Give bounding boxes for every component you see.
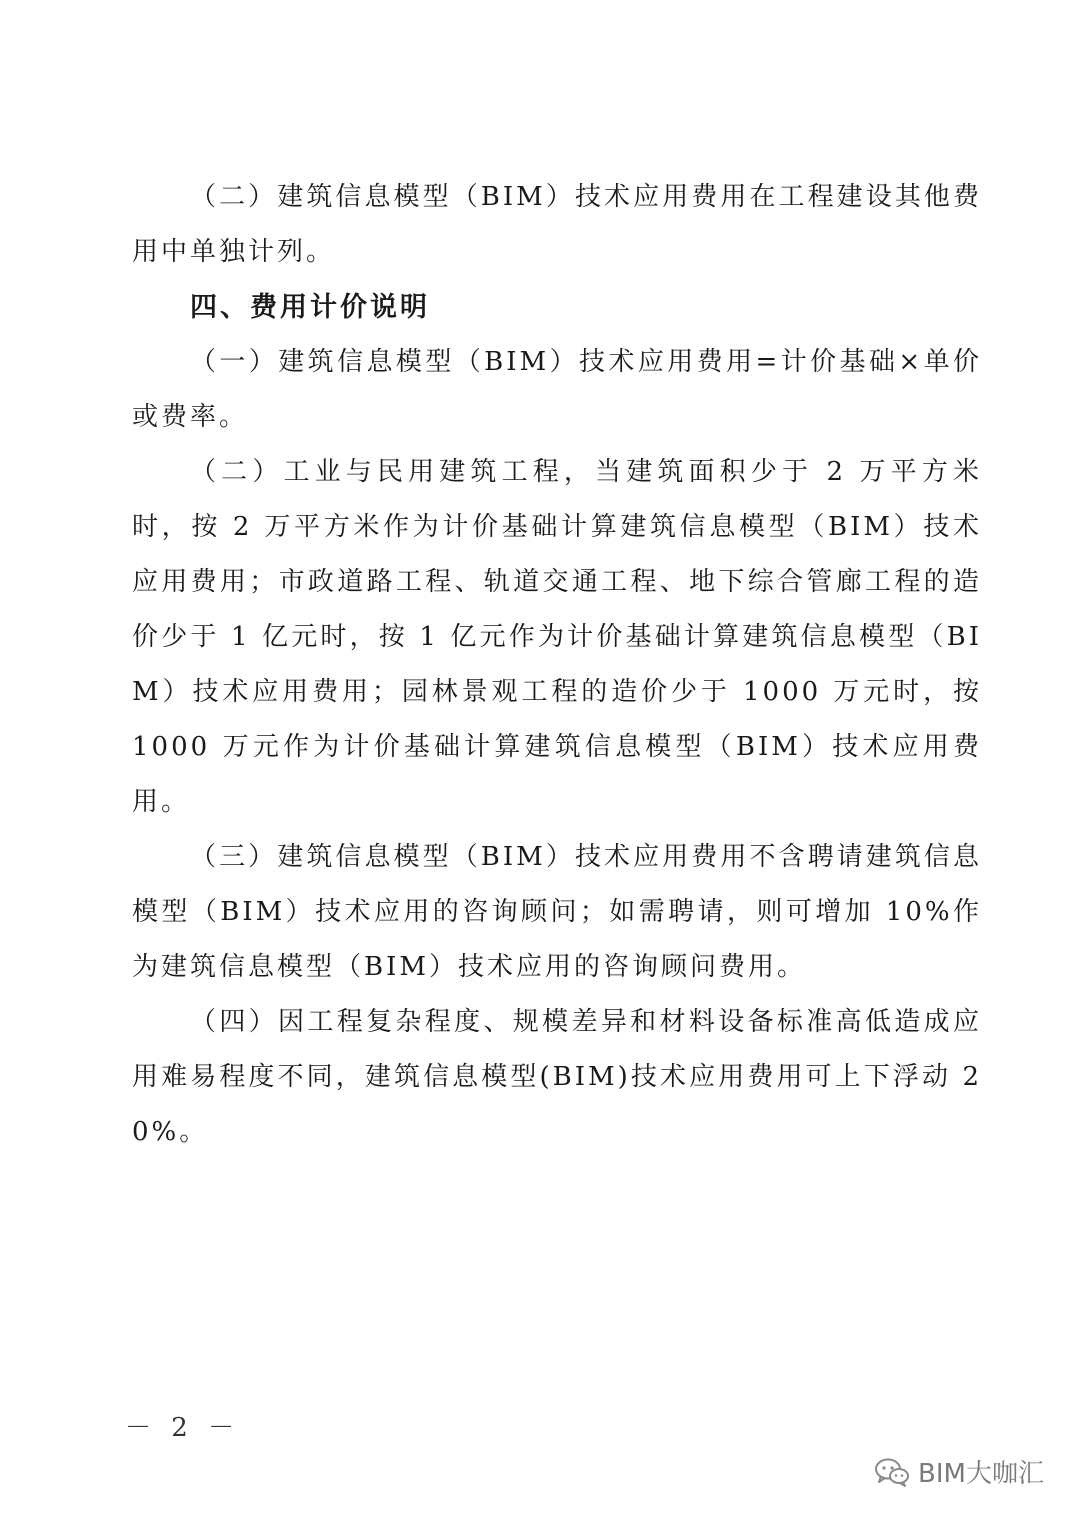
paragraph-fee-adjustment: （四）因工程复杂程度、规模差异和材料设备标准高低造成应用难易程度不同，建筑信息模型(BIM)技术应用费用可上下浮动 20%。 [132, 1007, 982, 1147]
document-body [132, 170, 982, 1160]
section-heading: 四、费用计价说明 [190, 292, 430, 323]
paragraph-fee-formula: （一）建筑信息模型（BIM）技术应用费用=计价基础×单价或费率。 [132, 347, 982, 432]
wechat-watermark [874, 1453, 1044, 1490]
wechat-icon [874, 1457, 910, 1487]
paragraph-separate-listing: （二）建筑信息模型（BIM）技术应用费用在工程建设其他费用中单独计列。 [132, 182, 982, 267]
paragraph-minimum-basis: （二）工业与民用建筑工程，当建筑面积少于 2 万平方米时，按 2 万平方米作为计价基础计算建筑信息模型（BIM）技术应用费用；市政道路工程、轨道交通工程、地下综合管廊工程的造价少于 1 亿元时，按 1 亿元作为计价基础计算建筑信息模型（BIM）技术应用费用；园林景观工程的造价少于 1000 万元时，按 1000 万元作为计价基础计算建筑信息模型（BIM）技术应用费用。 [132, 457, 982, 817]
paragraph-consultant-fee: （三）建筑信息模型（BIM）技术应用费用不含聘请建筑信息模型（BIM）技术应用的咨询顾问；如需聘请，则可增加 10%作为建筑信息模型（BIM）技术应用的咨询顾问费用。 [132, 842, 982, 982]
page-number: － 2 － [125, 1413, 241, 1443]
watermark-text: BIM大咖汇 [918, 1459, 1044, 1489]
